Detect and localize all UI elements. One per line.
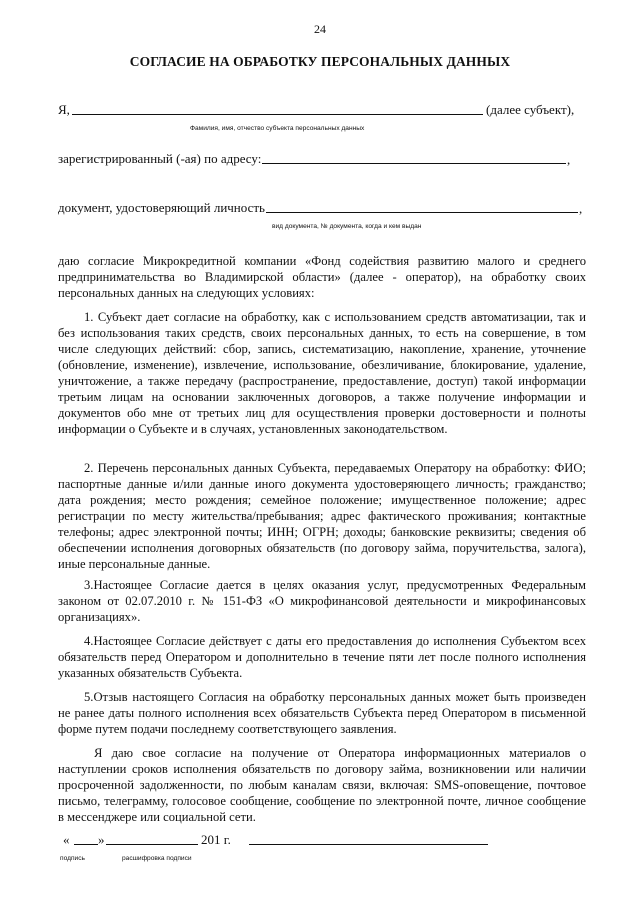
subject-prefix: Я,: [58, 102, 70, 117]
date-day-field[interactable]: [74, 844, 98, 845]
document-label: документ, удостоверяющий личность: [58, 200, 265, 215]
page-title: СОГЛАСИЕ НА ОБРАБОТКУ ПЕРСОНАЛЬНЫХ ДАННЫХ: [129, 54, 511, 69]
date-year: 201 г.: [201, 832, 231, 847]
address-label: зарегистрированный (-ая) по адресу:: [58, 151, 262, 166]
subject-name-field[interactable]: [72, 114, 483, 115]
document-suffix: ,: [579, 201, 583, 216]
notification-consent-paragraph: Я даю свое согласие на получение от Оператора информационных материалов о наступлении сроков исполнения обязательств по договору займа, возникновении или наличии просроченной задолженности, по любым каналам связи, включая: SMS-оповещение, почтовое письмо, телеграмму, голосовое сообщение, сообщение по электронной почте, личное сообщение в мессенджере или социальной сети.: [58, 746, 586, 824]
subject-name-caption: Фамилия, имя, отчество субъекта персональных данных: [190, 125, 365, 132]
clause-2-paragraph: 2. Перечень персональных данных Субъекта, передаваемых Оператору на обработку: ФИО; паспортные данные и/или данные иного документа удостоверяющего личность; гражданство; дата рождения; место рождения; семейное положение; имущественное положение; адрес регистрации по месту жительства/пребывания; адрес фактического проживания; контактные телефоны; адрес электронной почты; ИНН; ОГРН; доходы; банковские реквизиты; сведения об обеспечении исполнения договорных обязательств (по договору займа, поручительства, залога), иные персональные данные.: [58, 461, 586, 571]
document-field[interactable]: [266, 212, 578, 213]
clause-3-paragraph: 3.Настоящее Согласие дается в целях оказания услуг, предусмотренных Федеральным законом от 02.07.2010 г. № 151-ФЗ «О микрофинансовой деятельности и микрофинансовых организациях».: [58, 578, 586, 624]
clause-1-paragraph: 1. Субъект дает согласие на обработку, как с использованием средств автоматизации, так и без использования таких средств, своих персональных данных, то есть на совершение, в том числе следующих действий: сбор, запись, систематизацию, накопление, хранение, уточнение (обновление, изменение), извлечение, использование, обезличивание, блокирование, удаление, уничтожение, а также передачу (распространение, предоставление, доступ) такой информации третьим лицам на основании заключенных договоров, а также получение информации и документов обо мне от третьих лиц для осуществления проверки достоверности и полноты информации о Субъекте и в случаях, установленных законодательством.: [58, 310, 586, 436]
date-open-quote: «: [63, 832, 70, 847]
signature-caption: подпись: [60, 855, 85, 862]
address-suffix: ,: [567, 152, 571, 167]
date-close-quote: »: [98, 832, 105, 847]
address-field[interactable]: [262, 163, 566, 164]
subject-suffix: (далее субъект),: [486, 102, 575, 117]
signature-field[interactable]: [249, 844, 488, 845]
clause-5-paragraph: 5.Отзыв настоящего Согласия на обработку персональных данных может быть произведен не ранее даты полного исполнения всех обязательств Субъекта перед Оператором в письменной форме путем подачи последнему соответствующего заявления.: [58, 690, 586, 736]
document-caption: вид документа, № документа, когда и кем выдан: [272, 223, 422, 230]
consent-intro-paragraph: даю согласие Микрокредитной компании «Фонд содействия развитию малого и среднего предпринимательства во Владимирской области» (далее - оператор), на обработку своих персональных данных на следующих условиях:: [58, 254, 586, 300]
clause-4-paragraph: 4.Настоящее Согласие действует с даты его предоставления до исполнения Субъектом всех обязательств перед Оператором и дополнительно в течение пяти лет после полного исполнения указанных обязательств Субъекта.: [58, 634, 586, 680]
page-number: 24: [314, 22, 326, 36]
date-month-field[interactable]: [106, 844, 198, 845]
signature-transcript-caption: расшифровка подписи: [122, 855, 192, 862]
